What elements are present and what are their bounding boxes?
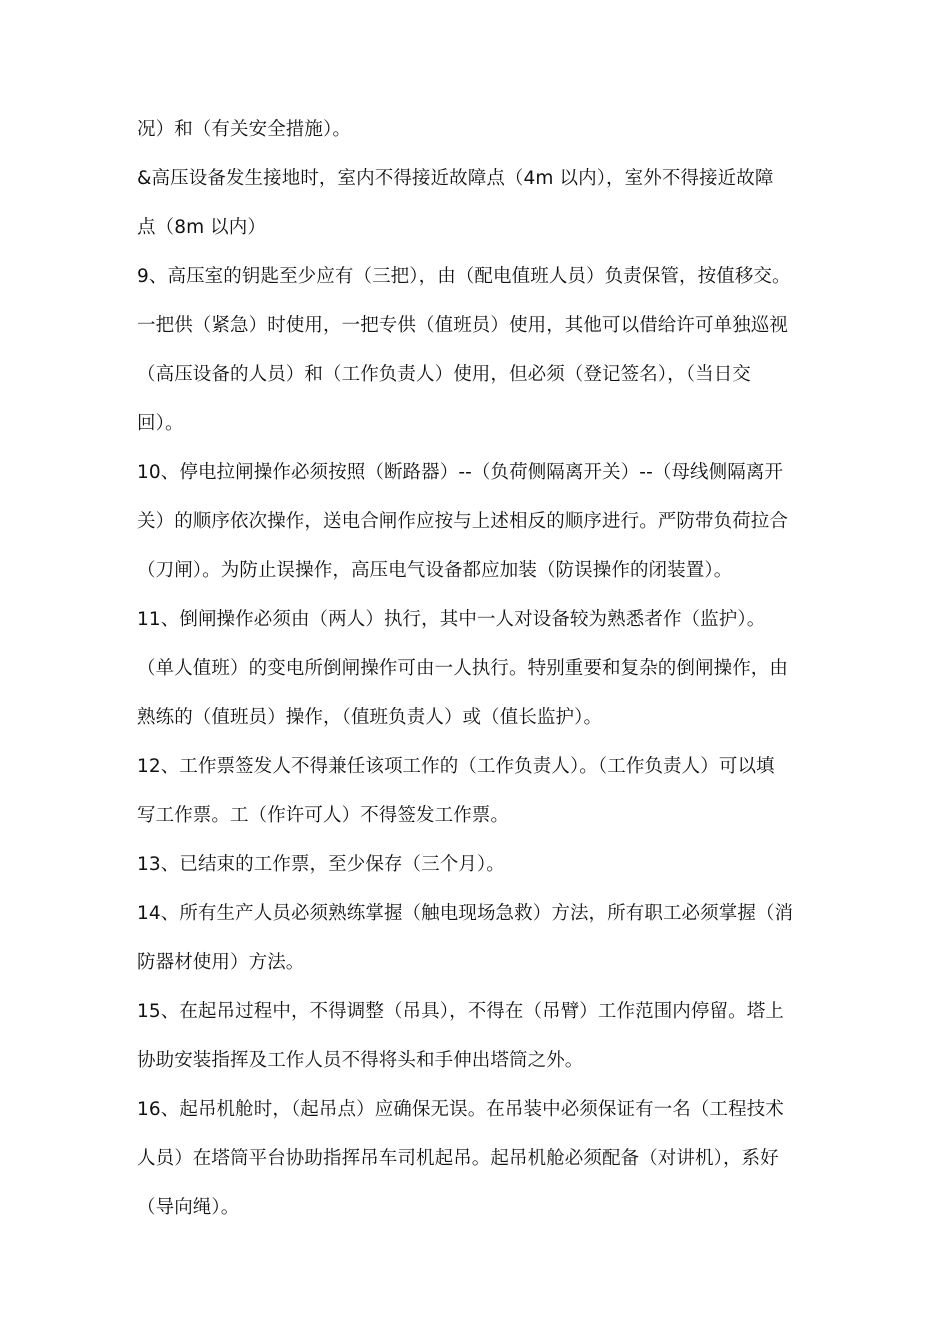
text-line: 回）。 xyxy=(137,413,184,434)
text-line: （刀闸）。为防止误操作，高压电气设备都应加装（防误操作的闭装置）。 xyxy=(137,560,733,581)
text-line: 13、已结束的工作票，至少保存（三个月）。 xyxy=(137,854,505,875)
text-line: 10、停电拉闸操作必须按照（断路器）--（负荷侧隔离开关）--（母线侧隔离开 xyxy=(137,462,784,483)
text-line: 协助安装指挥及工作人员不得将头和手伸出塔筒之外。 xyxy=(137,1050,584,1071)
text-line: 防器材使用）方法。 xyxy=(137,952,305,973)
text-line: （导向绳）。 xyxy=(137,1197,240,1218)
text-line: 点（8m 以内） xyxy=(137,217,266,238)
text-line: 11、倒闸操作必须由（两人）执行，其中一人对设备较为熟悉者作（监护）。 xyxy=(137,609,766,630)
text-line: 9、高压室的钥匙至少应有（三把），由（配电值班人员）负责保管，按值移交。 xyxy=(137,266,791,287)
text-line: （高压设备的人员）和（工作负责人）使用，但必须（登记签名），（当日交 xyxy=(137,364,751,385)
text-line: 12、工作票签发人不得兼任该项工作的（工作负责人）。（工作负责人）可以填 xyxy=(137,756,775,777)
text-line: 14、所有生产人员必须熟练掌握（触电现场急救）方法，所有职工必须掌握（消 xyxy=(137,903,794,924)
text-line: 一把供（紧急）时使用，一把专供（值班员）使用，其他可以借给许可单独巡视 xyxy=(137,315,789,336)
text-line: 关）的顺序依次操作，送电合闸作应按与上述相反的顺序进行。严防带负荷拉合 xyxy=(137,511,789,532)
text-line: 人员）在塔筒平台协助指挥吊车司机起吊。起吊机舱必须配备（对讲机），系好 xyxy=(137,1148,779,1169)
text-line: 写工作票。工（作许可人）不得签发工作票。 xyxy=(137,805,510,826)
text-line: 15、在起吊过程中，不得调整（吊具），不得在（吊臂）工作范围内停留。塔上 xyxy=(137,1001,784,1022)
text-line: &高压设备发生接地时，室内不得接近故障点（4m 以内），室外不得接近故障 xyxy=(137,168,774,189)
text-line: 熟练的（值班员）操作，（值班负责人）或（值长监护）。 xyxy=(137,707,603,728)
text-line: （单人值班）的变电所倒闸操作可由一人执行。特别重要和复杂的倒闸操作，由 xyxy=(137,658,789,679)
text-line: 16、起吊机舱时，（起吊点）应确保无误。在吊装中必须保证有一名（工程技术 xyxy=(137,1099,784,1120)
text-line: 况）和（有关安全措施）。 xyxy=(137,119,351,140)
